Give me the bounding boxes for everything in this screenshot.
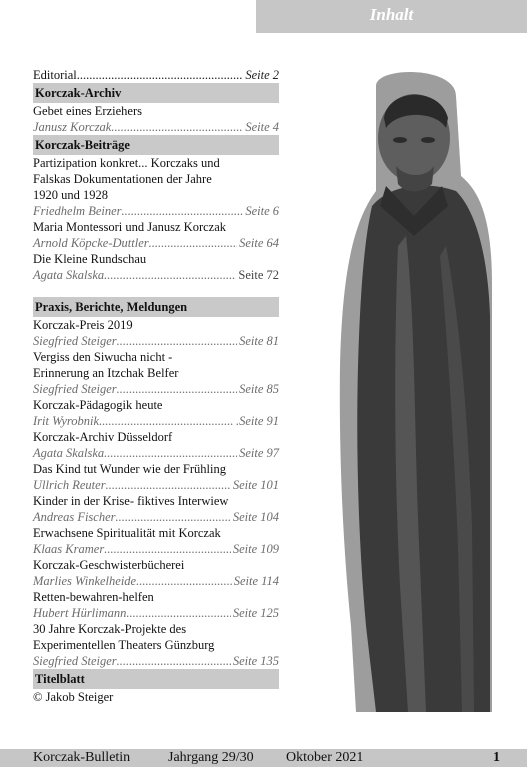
dot-leader xyxy=(111,119,243,135)
toc-entry-editorial[interactable] xyxy=(33,67,279,83)
toc-entry-author-line xyxy=(33,381,279,397)
toc-entry-author: Hubert Hürlimann xyxy=(33,606,127,620)
toc-entry-page: Seite 85 xyxy=(239,382,279,396)
toc-entry-title[interactable]: 1920 und 1928 xyxy=(33,188,108,202)
toc-entry-title: Editorial xyxy=(33,68,77,82)
toc-entry-title[interactable]: Experimentellen Theaters Günzburg xyxy=(33,638,215,652)
dot-leader xyxy=(116,509,231,525)
cover-credit: © Jakob Steiger xyxy=(33,690,114,704)
toc-entry-author: Siegfried Steiger xyxy=(33,654,117,668)
footer-publication: Korczak-Bulletin xyxy=(33,750,131,765)
dot-leader xyxy=(77,67,244,83)
toc-entry-title[interactable]: Gebet eines Erziehers xyxy=(33,104,142,118)
toc-entry-author-line xyxy=(33,477,279,493)
toc-entry-title[interactable]: Falskas Dokumentationen der Jahre xyxy=(33,172,212,186)
header-bar xyxy=(256,0,527,33)
toc-entry-title[interactable]: Partizipation konkret... Korczaks und xyxy=(33,156,220,170)
toc-entry-page: Seite 2 xyxy=(245,68,279,82)
dot-leader xyxy=(126,605,230,621)
toc-entry-author: Agata Skalska xyxy=(33,268,105,282)
toc-entry-author-line xyxy=(33,541,279,557)
toc-entry-title[interactable]: Erinnerung an Itzchak Belfer xyxy=(33,366,179,380)
toc-entry-author-line xyxy=(33,333,279,349)
footer-page-number: 1 xyxy=(493,750,500,765)
dot-leader xyxy=(104,541,231,557)
dot-leader xyxy=(122,203,244,219)
toc-entry-title[interactable]: Vergiss den Siwucha nicht - xyxy=(33,350,173,364)
dot-leader xyxy=(104,445,237,461)
toc-entry-page: Seite 97 xyxy=(239,446,279,460)
toc-entry-author: Siegfried Steiger xyxy=(33,334,117,348)
footer-date: Oktober 2021 xyxy=(286,750,364,765)
toc-entry-author: Marlies Winkelheide xyxy=(33,574,137,588)
toc-entry-author: Andreas Fischer xyxy=(33,510,116,524)
toc-entry-title[interactable]: 30 Jahre Korczak-Projekte des xyxy=(33,622,187,636)
toc-entry-author: Klaas Kramer xyxy=(33,542,105,556)
toc-entry-author-line xyxy=(33,653,279,669)
toc-entry-page: Seite 104 xyxy=(232,510,279,524)
dot-leader xyxy=(136,573,232,589)
toc-entry-author-line xyxy=(33,573,279,589)
toc-entry-page: Seite 114 xyxy=(233,574,279,588)
portrait-photo xyxy=(336,66,492,712)
dot-leader xyxy=(106,477,231,493)
table-of-contents xyxy=(33,67,279,705)
section-heading: Praxis, Berichte, Meldungen xyxy=(33,297,279,317)
toc-entry-author: Arnold Köpcke-Duttler xyxy=(33,236,149,250)
toc-entry-author: Friedhelm Beiner xyxy=(33,204,122,218)
dot-leader xyxy=(117,333,237,349)
section-heading: Titelblatt xyxy=(33,669,279,689)
dot-leader xyxy=(149,235,237,251)
page-title: Inhalt xyxy=(369,5,414,24)
toc-entry-author-line xyxy=(33,509,279,525)
toc-entry-title[interactable]: Die Kleine Rundschau xyxy=(33,252,147,266)
toc-entry-page: Seite 4 xyxy=(245,120,279,134)
section-heading: Korczak-Beiträge xyxy=(33,135,279,155)
toc-entry-page: Seite 72 xyxy=(238,268,279,282)
toc-entry-title[interactable]: Korczak-Archiv Düsseldorf xyxy=(33,430,173,444)
toc-entry-title[interactable]: Das Kind tut Wunder wie der Frühling xyxy=(33,462,226,476)
toc-entry-author: Janusz Korczak xyxy=(33,120,112,134)
footer-volume: Jahrgang 29/30 xyxy=(168,750,254,765)
dot-leader xyxy=(104,267,236,283)
toc-entry-page: Seite 101 xyxy=(232,478,279,492)
section-heading: Korczak-Archiv xyxy=(33,83,279,103)
toc-entry-author: Agata Skalska xyxy=(33,446,105,460)
toc-entry-author-line xyxy=(33,119,279,135)
toc-entry-page: Seite 64 xyxy=(239,236,279,250)
toc-entry-page: Seite 81 xyxy=(239,334,279,348)
spacer xyxy=(33,283,279,297)
toc-entry-page: Seite 135 xyxy=(232,654,279,668)
toc-entry-author-line xyxy=(33,267,279,283)
toc-entry-page: .Seite 91 xyxy=(235,414,279,428)
toc-entry-page: Seite 109 xyxy=(232,542,279,556)
toc-entry-title[interactable]: Korczak-Geschwisterbücherei xyxy=(33,558,185,572)
dot-leader xyxy=(117,653,231,669)
toc-entry-title[interactable]: Retten-bewahren-helfen xyxy=(33,590,154,604)
toc-entry-author-line xyxy=(33,235,279,251)
footer-bar xyxy=(0,749,527,767)
toc-entry-title[interactable]: Maria Montessori und Janusz Korczak xyxy=(33,220,227,234)
dot-leader xyxy=(99,413,234,429)
toc-entry-title[interactable]: Korczak-Pädagogik heute xyxy=(33,398,163,412)
toc-entry-author: Siegfried Steiger xyxy=(33,382,117,396)
toc-entry-author: Ullrich Reuter xyxy=(33,478,106,492)
toc-entry-author-line xyxy=(33,605,279,621)
toc-entry-author-line xyxy=(33,413,279,429)
dot-leader xyxy=(117,381,237,397)
toc-entry-page: Seite 125 xyxy=(232,606,279,620)
toc-entry-title[interactable]: Erwachsene Spiritualität mit Korczak xyxy=(33,526,221,540)
toc-entry-title[interactable]: Kinder in der Krise- fiktives Interwiew xyxy=(33,494,229,508)
toc-entry-author-line xyxy=(33,445,279,461)
toc-entry-page: Seite 6 xyxy=(245,204,279,218)
toc-entry-author: Irit Wyrobnik xyxy=(33,414,100,428)
toc-entry-title[interactable]: Korczak-Preis 2019 xyxy=(33,318,133,332)
toc-entry-author-line xyxy=(33,203,279,219)
